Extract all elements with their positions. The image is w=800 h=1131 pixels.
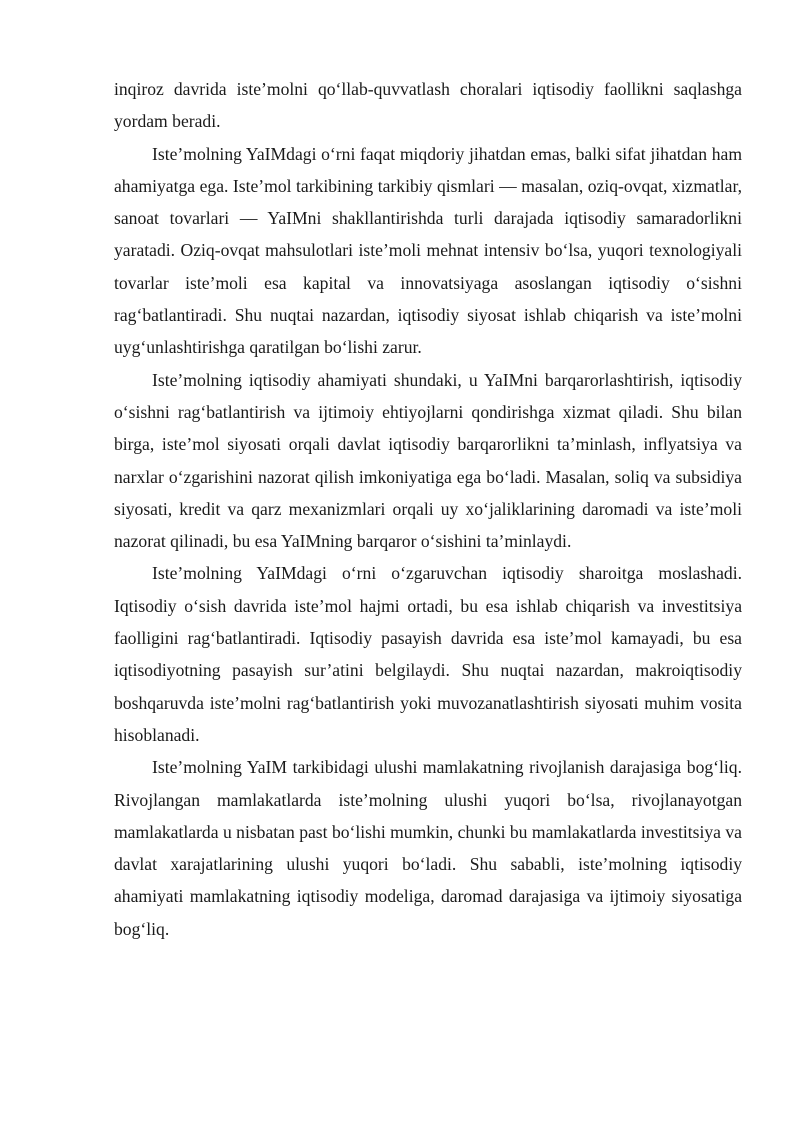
paragraph-continuation: inqiroz davrida iste’molni qo‘llab-quvvatlash choralari iqtisodiy faollikni saqlashga yordam beradi.	[114, 79, 742, 132]
paragraph: Iste’molning iqtisodiy ahamiyati shundaki, u YaIMni barqarorlashtirish, iqtisodiy o‘sishni rag‘batlantirish va ijtimoiy ehtiyojlarni qondirishga xizmat qiladi. Shu bilan birga, iste’mol siyosati orqali davlat iqtisodiy barqarorlikni ta’minlash, inflyatsiya va narxlar o‘zgarishini nazorat qilish imkoniyatiga ega bo‘ladi. Masalan, soliq va subsidiya siyosati, kredit va qarz mexanizmlari orqali uy xo‘jaliklarining daromadi va iste’moli nazorat qilinadi, bu esa YaIMning barqaror o‘sishini ta’minlaydi.	[114, 369, 742, 552]
paragraph: Iste’molning YaIMdagi o‘rni o‘zgaruvchan iqtisodiy sharoitga moslashadi. Iqtisodiy o‘sish davrida iste’mol hajmi ortadi, bu esa ishlab chiqarish va investitsiya faolligini rag‘batlantiradi. Iqtisodiy pasayish davrida esa iste’mol kamayadi, bu esa iqtisodiyotning pasayish sur’atini belgilaydi. Shu nuqtai nazardan, makroiqtisodiy boshqaruvda iste’molni rag‘batlantirish yoki muvozanatlashtirish siyosati muhim vosita hisoblanadi.	[114, 563, 742, 745]
paragraph: Iste’molning YaIMdagi o‘rni faqat miqdoriy jihatdan emas, balki sifat jihatdan ham ahamiyatga ega. Iste’mol tarkibining tarkibiy qismlari — masalan, oziq-ovqat, xizmatlar, sanoat tovarlari — YaIMni shakllantirishda turli darajada iqtisodiy samaradorlikni yaratadi. Oziq-ovqat mahsulotlari iste’moli mehnat intensiv bo‘lsa, yuqori texnologiyali tovarlar iste’moli esa kapital va innovatsiyaga asoslangan iqtisodiy o‘sishni rag‘batlantiradi. Shu nuqtai nazardan, iqtisodiy siyosat ishlab chiqarish va iste’molni uyg‘unlashtirishga qaratilgan bo‘lishi zarur.	[114, 143, 742, 358]
paragraph: Iste’molning YaIM tarkibidagi ulushi mamlakatning rivojlanish darajasiga bog‘liq. Rivojlangan mamlakatlarda iste’molning ulushi yuqori bo‘lsa, rivojlanayotgan mamlakatlarda u nisbatan past bo‘lishi mumkin, chunki bu mamlakatlarda investitsiya va davlat xarajatlarining ulushi yuqori bo‘ladi. Shu sababli, iste’molning iqtisodiy ahamiyati mamlakatning iqtisodiy modeliga, daromad darajasiga va ijtimoiy siyosatiga bog‘liq.	[114, 757, 742, 939]
document-body	[114, 73, 742, 945]
